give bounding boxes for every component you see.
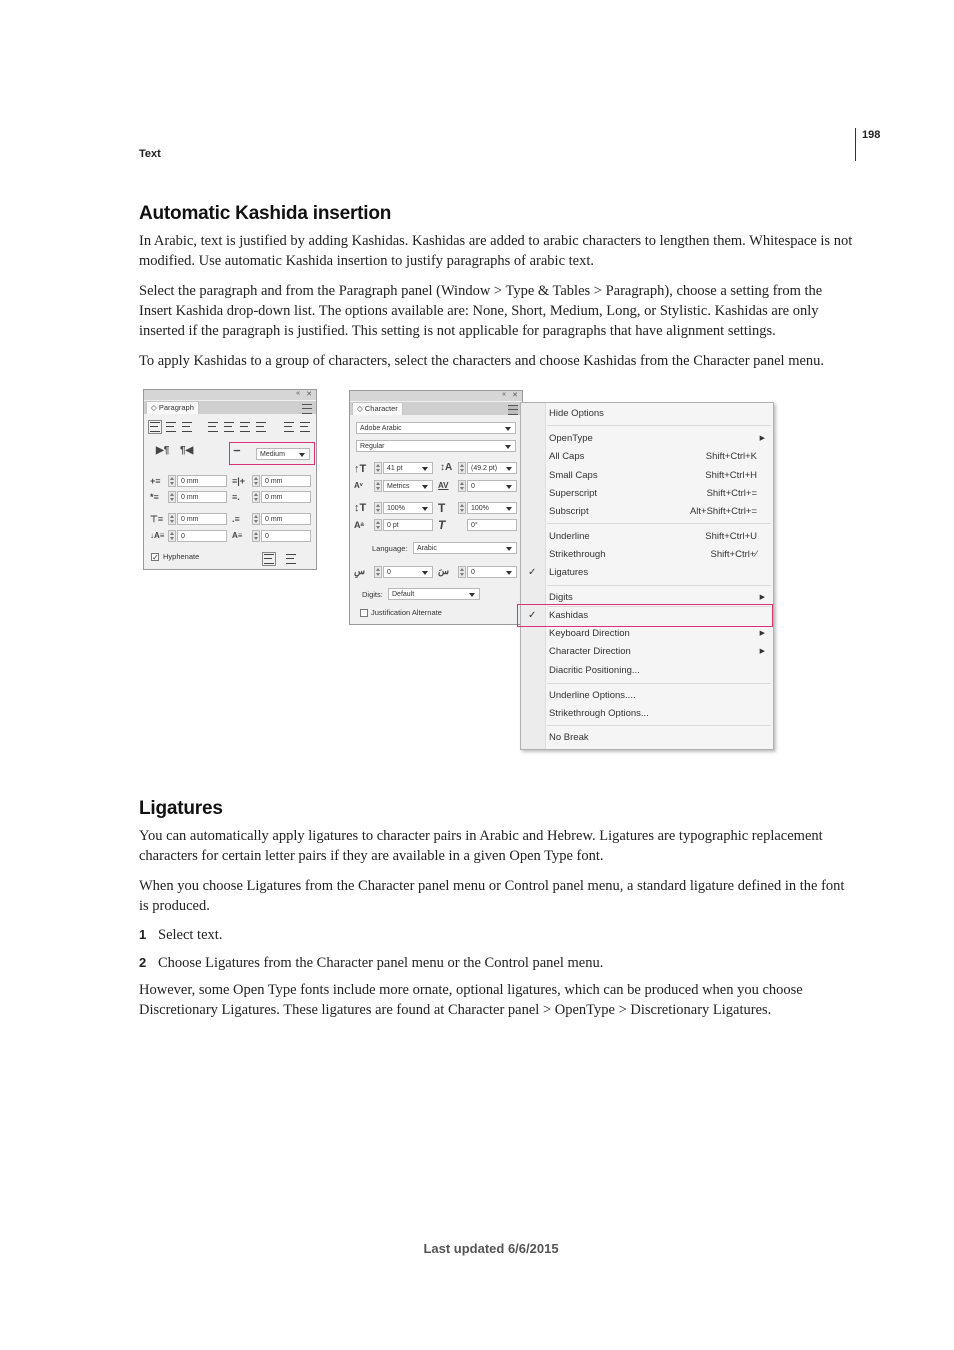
paragraph-direction-ltr-icon[interactable]: ¶◀ bbox=[180, 445, 194, 456]
align-right-icon[interactable] bbox=[182, 422, 192, 432]
menu-item-no-break[interactable]: No Break bbox=[549, 732, 589, 743]
last-line-indent-icon: ≡. bbox=[232, 492, 240, 502]
hyphenate-label: Hyphenate bbox=[163, 552, 200, 561]
justify-all-icon[interactable] bbox=[256, 422, 266, 432]
left-indent-field[interactable]: 0 mm bbox=[177, 475, 227, 487]
align-center-icon[interactable] bbox=[166, 422, 176, 432]
justification-alternate-checkbox[interactable] bbox=[360, 609, 368, 617]
last-line-indent-stepper[interactable] bbox=[252, 491, 260, 503]
drop-cap-chars-icon: A≡ bbox=[232, 531, 243, 540]
align-spine-icon[interactable] bbox=[284, 422, 294, 432]
drop-cap-lines-icon: ↓A≡ bbox=[150, 531, 165, 540]
font-size-stepper[interactable] bbox=[374, 462, 382, 474]
drop-cap-chars-stepper[interactable] bbox=[252, 530, 260, 542]
page-number: 198 bbox=[862, 129, 881, 141]
section-title-ligatures: Ligatures bbox=[139, 798, 223, 819]
body-paragraph: To apply Kashidas to a group of characters, select the characters and choose Kashidas from the Character panel menu. bbox=[139, 353, 825, 369]
panel-menu-icon[interactable] bbox=[302, 404, 312, 414]
font-style-dropdown[interactable]: Regular bbox=[356, 440, 516, 452]
leading-field[interactable]: (49.2 pt) bbox=[467, 462, 517, 474]
right-indent-stepper[interactable] bbox=[252, 475, 260, 487]
character-panel bbox=[349, 390, 523, 625]
left-indent-icon: +≡ bbox=[150, 476, 161, 486]
justify-left-icon[interactable] bbox=[208, 422, 218, 432]
first-line-indent-icon: *≡ bbox=[150, 492, 159, 502]
menu-item-character-direction[interactable]: Character Direction ▶ bbox=[549, 646, 765, 657]
align-left-icon[interactable] bbox=[150, 422, 160, 432]
digits-label: Digits: bbox=[362, 590, 383, 599]
menu-item-subscript[interactable]: Subscript Alt+Shift+Ctrl+= bbox=[549, 506, 757, 517]
do-not-align-grid-icon[interactable] bbox=[264, 554, 274, 564]
justification-alternate-label: Justification Alternate bbox=[371, 608, 442, 617]
paragraph-panel bbox=[143, 389, 317, 570]
step-text: Select text. bbox=[158, 927, 223, 943]
space-before-field[interactable]: 0 mm bbox=[177, 513, 227, 525]
running-header: Text bbox=[139, 148, 161, 160]
kashida-dropdown[interactable]: Medium bbox=[256, 448, 310, 460]
justify-right-icon[interactable] bbox=[240, 422, 250, 432]
font-size-field[interactable]: 41 pt bbox=[383, 462, 433, 474]
align-grid-icon[interactable] bbox=[286, 554, 296, 564]
skew-field[interactable]: 0° bbox=[467, 519, 517, 531]
kerning-stepper[interactable] bbox=[374, 480, 382, 492]
panel-title-bar[interactable] bbox=[350, 391, 522, 401]
align-away-spine-icon[interactable] bbox=[300, 422, 310, 432]
digits-dropdown[interactable]: Default bbox=[388, 588, 480, 600]
baseline-shift-stepper[interactable] bbox=[374, 519, 382, 531]
kashidas-highlight bbox=[517, 604, 773, 627]
section-title-kashida: Automatic Kashida insertion bbox=[139, 203, 392, 224]
body-paragraph: In Arabic, text is justified by adding Kashidas. Kashidas are added to arabic characters to lengthen them. Whitespace is not modified. Use automatic Kashida insertion to justify paragraphs of arabic text. bbox=[139, 233, 853, 269]
menu-item-digits[interactable]: Digits ▶ bbox=[549, 592, 765, 603]
horizontal-scale-field[interactable]: 100% bbox=[467, 502, 517, 514]
submenu-arrow-icon: ▶ bbox=[759, 630, 765, 637]
language-label: Language: bbox=[372, 544, 408, 553]
drop-cap-chars-field[interactable]: 0 bbox=[261, 530, 311, 542]
menu-item-ligatures[interactable]: ✓ Ligatures bbox=[528, 567, 589, 578]
tracking-stepper[interactable] bbox=[458, 480, 466, 492]
submenu-arrow-icon: ▶ bbox=[759, 594, 765, 601]
kashida-icon: ــ bbox=[234, 443, 240, 454]
step-item bbox=[139, 925, 222, 945]
tab-paragraph[interactable]: ◇ Paragraph bbox=[146, 401, 199, 414]
first-line-indent-stepper[interactable] bbox=[168, 491, 176, 503]
menu-item-opentype[interactable]: OpenType ▶ bbox=[549, 433, 765, 444]
menu-item-small-caps[interactable]: Small Caps Shift+Ctrl+H bbox=[549, 470, 757, 481]
submenu-arrow-icon: ▶ bbox=[759, 648, 765, 655]
space-after-icon: .≡ bbox=[232, 514, 240, 524]
drop-cap-lines-stepper[interactable] bbox=[168, 530, 176, 542]
menu-item-keyboard-direction[interactable]: Keyboard Direction ▶ bbox=[549, 628, 765, 639]
collapse-icon[interactable]: « bbox=[296, 390, 300, 397]
step-item bbox=[139, 953, 603, 973]
shortcut-label: Shift+Ctrl+⁄ bbox=[710, 549, 757, 560]
diacritic-y-stepper[interactable] bbox=[458, 566, 466, 578]
step-number: 1 bbox=[139, 927, 147, 942]
space-after-stepper[interactable] bbox=[252, 513, 260, 525]
body-paragraph: Select the paragraph and from the Paragraph panel (Window > Type & Tables > Paragraph), choose a setting from the Insert Kashida drop-down list. The options available are: None, Short, Medium, Long, or Stylistic. Kashidas are only inserted if the paragraph is justified. This setting is not applicable for paragraphs that have alignment settings. bbox=[139, 283, 823, 339]
hyphenate-checkbox[interactable]: ✓ bbox=[152, 553, 159, 562]
close-icon[interactable]: ✕ bbox=[306, 391, 312, 398]
diacritic-x-stepper[interactable] bbox=[374, 566, 382, 578]
menu-item-underline[interactable]: Underline Shift+Ctrl+U bbox=[549, 531, 757, 542]
drop-cap-lines-field[interactable]: 0 bbox=[177, 530, 227, 542]
menu-item-strikethrough[interactable]: Strikethrough Shift+Ctrl+⁄ bbox=[549, 549, 757, 560]
body-paragraph: When you choose Ligatures from the Character panel menu or Control panel menu, a standard ligature defined in the font is produced. bbox=[139, 878, 845, 914]
paragraph-direction-rtl-icon[interactable]: ▶¶ bbox=[156, 445, 170, 456]
justify-center-icon[interactable] bbox=[224, 422, 234, 432]
panel-title-bar[interactable] bbox=[144, 390, 316, 400]
kashida-highlight bbox=[229, 442, 315, 465]
diacritic-y-field[interactable]: 0 bbox=[467, 566, 517, 578]
skew-icon: T bbox=[438, 518, 446, 532]
last-line-indent-field[interactable]: 0 mm bbox=[261, 491, 311, 503]
menu-item-hide-options[interactable]: Hide Options bbox=[549, 408, 604, 419]
panel-menu-icon[interactable] bbox=[508, 405, 518, 415]
kerning-icon: Aᵛ bbox=[354, 481, 363, 490]
space-before-icon: ⊤≡ bbox=[150, 514, 164, 524]
horizontal-scale-stepper[interactable] bbox=[458, 502, 466, 514]
diacritic-y-icon: سَ bbox=[438, 566, 449, 576]
menu-item-superscript[interactable]: Superscript Shift+Ctrl+= bbox=[549, 488, 757, 499]
body-paragraph: However, some Open Type fonts include more ornate, optional ligatures, which can be produced when you choose Discretionary Ligatures. These ligatures are found at Character panel > OpenType > Discretionary Ligatures. bbox=[139, 982, 803, 1018]
shortcut-label: Shift+Ctrl+K bbox=[705, 451, 757, 462]
horizontal-scale-icon: T bbox=[438, 501, 446, 515]
step-number: 2 bbox=[139, 955, 147, 970]
menu-item-all-caps[interactable]: All Caps Shift+Ctrl+K bbox=[549, 451, 757, 462]
step-text: Choose Ligatures from the Character panel menu or the Control panel menu. bbox=[158, 955, 604, 971]
baseline-shift-field[interactable]: 0 pt bbox=[383, 519, 433, 531]
shortcut-label: Alt+Shift+Ctrl+= bbox=[689, 506, 757, 517]
tracking-field[interactable]: 0 bbox=[467, 480, 517, 492]
left-indent-stepper[interactable] bbox=[168, 475, 176, 487]
vertical-scale-stepper[interactable] bbox=[374, 502, 382, 514]
leading-icon: ↕A bbox=[440, 462, 453, 473]
diacritic-x-icon: سِ bbox=[354, 566, 365, 576]
right-indent-icon: ≡|+ bbox=[232, 476, 246, 486]
font-size-icon: ↑T bbox=[354, 463, 367, 475]
body-paragraph: You can automatically apply ligatures to character pairs in Arabic and Hebrew. Ligatures are typographic replacement characters for certain letter pairs if they are available in a given Open Type font. bbox=[139, 828, 823, 864]
footer-last-updated: Last updated 6/6/2015 bbox=[423, 1241, 559, 1256]
shortcut-label: Shift+Ctrl+H bbox=[705, 470, 757, 481]
header-rule bbox=[855, 128, 856, 161]
kerning-field[interactable]: Metrics bbox=[383, 480, 433, 492]
menu-item-kashidas[interactable]: ✓ Kashidas bbox=[528, 610, 589, 621]
font-family-dropdown[interactable]: Adobe Arabic bbox=[356, 422, 516, 434]
menu-item-underline-options[interactable]: Underline Options.... bbox=[549, 690, 636, 701]
leading-stepper[interactable] bbox=[458, 462, 466, 474]
tab-character[interactable]: ◇ Character bbox=[352, 402, 403, 415]
vertical-scale-field[interactable]: 100% bbox=[383, 502, 433, 514]
right-indent-field[interactable]: 0 mm bbox=[261, 475, 311, 487]
diacritic-x-field[interactable]: 0 bbox=[383, 566, 433, 578]
collapse-icon[interactable]: « bbox=[502, 391, 506, 398]
submenu-arrow-icon: ▶ bbox=[759, 435, 765, 442]
language-dropdown[interactable]: Arabic bbox=[413, 542, 517, 554]
space-after-field[interactable]: 0 mm bbox=[261, 513, 311, 525]
checkmark-icon: ✓ bbox=[528, 610, 537, 621]
close-icon[interactable]: ✕ bbox=[512, 392, 518, 399]
menu-item-diacritic-positioning[interactable]: Diacritic Positioning... bbox=[549, 665, 640, 676]
vertical-scale-icon: ↕T bbox=[354, 502, 367, 514]
shortcut-label: Shift+Ctrl+= bbox=[706, 488, 757, 499]
shortcut-label: Shift+Ctrl+U bbox=[705, 531, 757, 542]
space-before-stepper[interactable] bbox=[168, 513, 176, 525]
character-panel-menu bbox=[520, 402, 774, 750]
checkmark-icon: ✓ bbox=[528, 567, 537, 578]
first-line-indent-field[interactable]: 0 mm bbox=[177, 491, 227, 503]
baseline-shift-icon: Aᵃ bbox=[354, 520, 364, 530]
menu-item-strikethrough-options[interactable]: Strikethrough Options... bbox=[549, 708, 649, 719]
tracking-icon: AV bbox=[438, 481, 449, 490]
